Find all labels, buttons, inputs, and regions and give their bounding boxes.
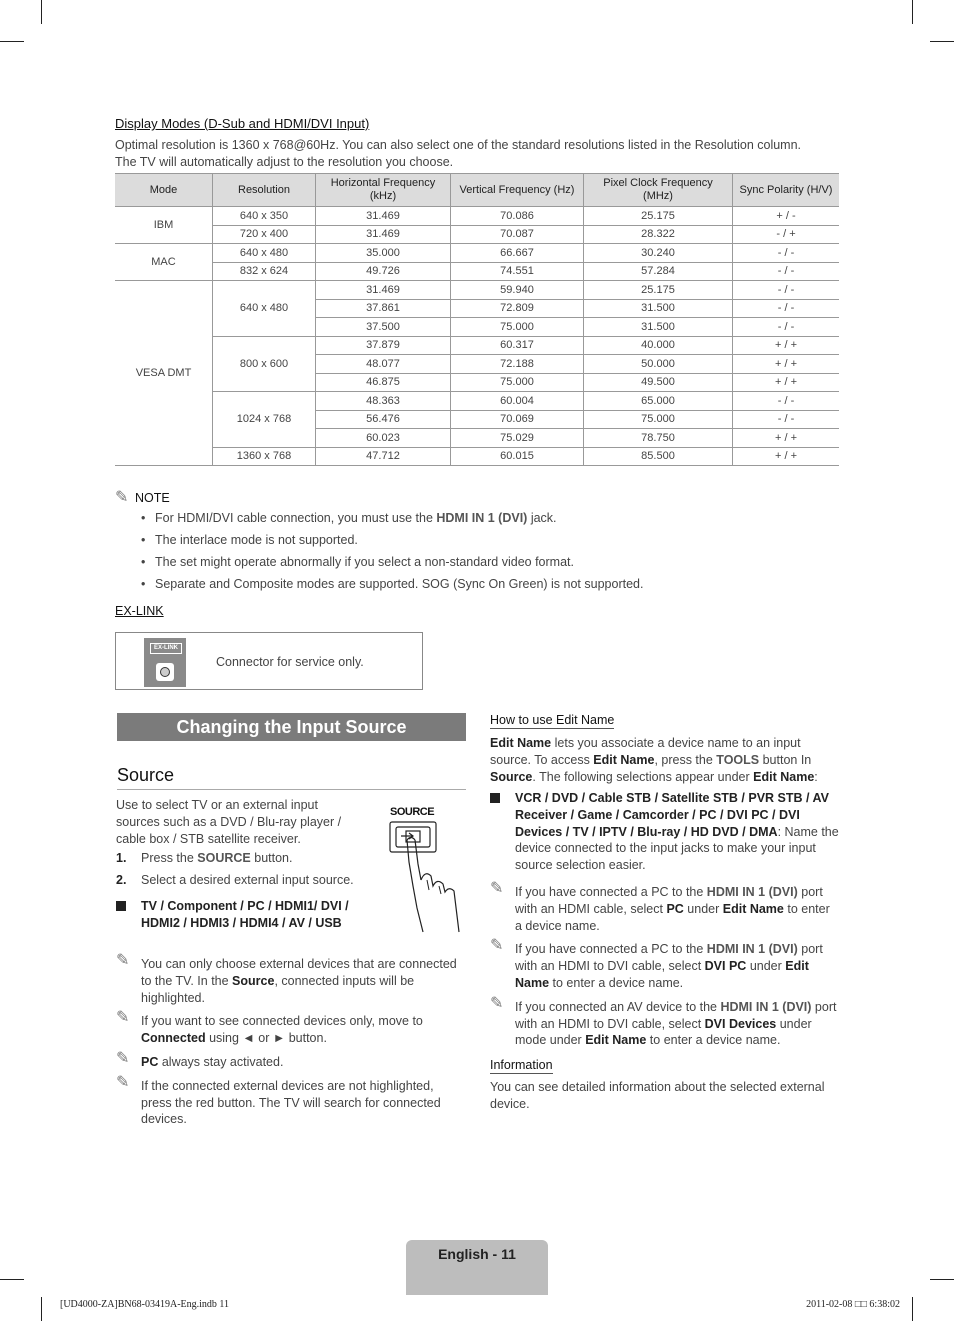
table-cell: 49.726 (316, 262, 451, 281)
pencil-icon: ✎ (490, 994, 504, 1012)
crop-mark (912, 0, 913, 24)
table-cell: - / + (733, 225, 840, 244)
table-cell: - / - (733, 281, 840, 300)
note-bold: HDMI IN 1 (DVI) (706, 885, 798, 899)
crop-mark (912, 1297, 913, 1321)
table-cell: + / - (733, 207, 840, 226)
note-list (141, 510, 841, 598)
table-cell: 78.750 (584, 429, 733, 448)
table-cell: 49.500 (584, 373, 733, 392)
table-cell: 720 x 400 (213, 225, 316, 244)
note-heading-row (115, 487, 170, 507)
note-text: The set might operate abnormally if you select a non-standard video format. (155, 555, 574, 569)
table-cell: 40.000 (584, 336, 733, 355)
divider (117, 789, 466, 790)
intro-text: , press the (654, 752, 717, 767)
column-header: Vertical Frequency (Hz) (451, 174, 584, 207)
table-cell: 47.712 (316, 447, 451, 466)
table-cell: 60.317 (451, 336, 584, 355)
table-cell: - / - (733, 262, 840, 281)
table-cell: 48.363 (316, 392, 451, 411)
table-cell: 37.879 (316, 336, 451, 355)
table-row (115, 262, 839, 281)
table-cell: + / + (733, 429, 840, 448)
step-bold: SOURCE (197, 851, 251, 865)
table-cell: 70.086 (451, 207, 584, 226)
table-cell: 46.875 (316, 373, 451, 392)
source-notes (116, 952, 462, 1128)
table-row (115, 447, 839, 466)
note-text: If you have connected a PC to the (515, 885, 707, 899)
mode-cell: MAC (115, 244, 213, 281)
note-text: jack. (527, 511, 557, 525)
crop-mark (0, 41, 24, 42)
resolution-cell: 1024 x 768 (213, 392, 316, 448)
note-text: port with an HDMI cable, select (515, 885, 823, 916)
column-header: Pixel Clock Frequency (MHz) (584, 174, 733, 207)
table-cell: + / + (733, 373, 840, 392)
note-item (116, 1073, 462, 1128)
table-cell: 48.077 (316, 355, 451, 374)
device-list-tail: : Name the device connected to the input jacks to make your input source selection easier. (515, 824, 839, 873)
list-item (141, 510, 841, 526)
table-row (115, 281, 839, 300)
exlink-title: EX-LINK (115, 604, 164, 618)
note-text: using ◄ or ► button. (205, 1031, 327, 1046)
table-cell: 60.004 (451, 392, 584, 411)
source-heading: Source (117, 765, 175, 785)
mode-cell: VESA DMT (115, 281, 213, 466)
table-cell: 74.551 (451, 262, 584, 281)
pencil-icon: ✎ (115, 489, 129, 506)
table-cell: 65.000 (584, 392, 733, 411)
intro-text: . The following selections appear under (532, 769, 754, 784)
note-heading: NOTE (135, 491, 170, 505)
table-cell: - / - (733, 392, 840, 411)
exlink-description: Connector for service only. (216, 655, 364, 669)
pencil-icon: ✎ (116, 1009, 130, 1027)
intro-bold: Edit Name (593, 752, 655, 767)
display-modes-title: Display Modes (D-Sub and HDMI/DVI Input) (115, 116, 370, 131)
list-item (141, 532, 841, 548)
note-text: always stay activated. (158, 1054, 284, 1069)
step-number: 1. (116, 851, 127, 865)
table-cell: + / + (733, 447, 840, 466)
note-bold: DVI Devices (704, 1016, 777, 1031)
note-text: port with an HDMI to DVI cable, select (515, 999, 837, 1031)
exlink-box (115, 632, 423, 690)
table-cell: 37.861 (316, 299, 451, 318)
resolution-cell: 800 x 600 (213, 336, 316, 392)
table-cell: + / + (733, 355, 840, 374)
pencil-icon: ✎ (490, 937, 504, 955)
column-header: Mode (115, 174, 213, 207)
table-cell: 75.000 (451, 373, 584, 392)
note-bold: Connected (141, 1031, 206, 1046)
note-text: For HDMI/DVI cable connection, you must use the (155, 511, 437, 525)
device-list: VCR / DVD / Cable STB / Satellite STB / PVR STB / AV Receiver / Game / Camcorder / PC / DVI PC / DVI Devices / TV / IPTV / Blu-ray / HD DVD / DMA (515, 791, 829, 839)
table-cell: 31.469 (316, 225, 451, 244)
step-number: 2. (116, 872, 127, 887)
intro-text: : (814, 769, 818, 784)
list-item (141, 554, 841, 570)
table-row (115, 225, 839, 244)
table-cell: 35.000 (316, 244, 451, 263)
table-row (115, 392, 839, 411)
table-row (115, 207, 839, 226)
intro-bold: Edit Name (753, 769, 815, 784)
table-cell: 28.322 (584, 225, 733, 244)
table-header-row (115, 174, 839, 207)
note-bold: PC (141, 1054, 159, 1069)
table-row (115, 244, 839, 263)
note-text: to enter a device name. (549, 975, 684, 990)
source-intro: Use to select TV or an external input sources such as a DVD / Blu-ray player / cable box / STB satellite receiver. (116, 798, 342, 846)
crop-mark (930, 1279, 954, 1280)
note-bold: PC (666, 901, 684, 916)
crop-mark (930, 41, 954, 42)
note-bold: Edit Name (585, 1033, 647, 1048)
step-text: Press the (141, 851, 198, 865)
remote-hand-illustration (387, 806, 467, 934)
exlink-connector-icon (144, 638, 186, 687)
table-cell: 72.809 (451, 299, 584, 318)
note-text: If you connected an AV device to the (515, 999, 721, 1014)
device-list-text (515, 790, 840, 874)
pencil-icon: ✎ (116, 1073, 130, 1091)
table-cell: 66.667 (451, 244, 584, 263)
table-cell: 75.000 (451, 318, 584, 337)
table-cell: 30.240 (584, 244, 733, 263)
table-cell: 72.188 (451, 355, 584, 374)
intro-bold: TOOLS (716, 752, 760, 767)
table-cell: 56.476 (316, 410, 451, 429)
note-bold: HDMI IN 1 (DVI) (436, 511, 528, 525)
note-text: You can only choose external devices that are connected to the TV. In the (141, 957, 457, 988)
table-cell: 25.175 (584, 207, 733, 226)
section-banner: Changing the Input Source (117, 713, 466, 741)
steps-list (116, 850, 366, 889)
table-cell: 37.500 (316, 318, 451, 337)
note-text: under mode under (515, 1016, 812, 1048)
note-text: under (746, 959, 786, 974)
table-cell: 85.500 (584, 447, 733, 466)
crop-mark (41, 0, 42, 24)
table-cell: 31.469 (316, 207, 451, 226)
table-cell: - / - (733, 244, 840, 263)
display-modes-intro (115, 137, 845, 170)
note-bold: Source (232, 973, 275, 988)
page-number: English - 11 (438, 1246, 516, 1262)
step-item (116, 850, 366, 867)
note-item (490, 937, 840, 991)
note-text: to enter a device name. (515, 901, 830, 933)
table-cell: 70.087 (451, 225, 584, 244)
intro-text: lets you associate a device name to an input source. To access (490, 736, 801, 767)
note-text: If you have connected a PC to the (515, 942, 707, 957)
table-cell: 59.940 (451, 281, 584, 300)
note-bold: DVI PC (704, 959, 747, 974)
table-cell: + / + (733, 336, 840, 355)
table-cell: 75.000 (584, 410, 733, 429)
crop-mark (0, 1279, 24, 1280)
table-cell: 57.284 (584, 262, 733, 281)
note-bold: HDMI IN 1 (DVI) (706, 942, 798, 957)
table-cell: 25.175 (584, 281, 733, 300)
note-text: If the connected external devices are not highlighted, press the red button. The TV will search for connected devices. (141, 1078, 441, 1127)
step-text: Select a desired external input source. (141, 872, 354, 887)
resolution-cell: 1360 x 768 (213, 447, 316, 466)
note-bold: Edit Name (515, 959, 809, 990)
intro-line: Optimal resolution is 1360 x 768@60Hz. You can also select one of the standard resolutions listed in the Resolution column. (115, 138, 802, 152)
note-text: , connected inputs will be highlighted. (141, 973, 415, 1005)
table-cell: 50.000 (584, 355, 733, 374)
column-header: Resolution (213, 174, 316, 207)
note-text: under (683, 901, 723, 916)
note-item (116, 1049, 462, 1071)
note-text: If you want to see connected devices only, move to (141, 1014, 423, 1029)
table-cell: 60.023 (316, 429, 451, 448)
information-title: Information (490, 1058, 553, 1072)
intro-text: button In (759, 752, 812, 767)
note-bold: HDMI IN 1 (DVI) (720, 999, 812, 1014)
print-info-left: [UD4000-ZA]BN68-03419A-Eng.indb 11 (60, 1299, 230, 1310)
exlink-icon-label: EX-LINK (150, 643, 182, 654)
square-bullet-icon (490, 793, 500, 803)
intro-bold: Source (490, 769, 533, 784)
note-text: Separate and Composite modes are supported. SOG (Sync On Green) is not supported. (155, 577, 644, 591)
note-item (490, 880, 840, 934)
jack-icon (156, 663, 174, 681)
table-cell: 832 x 624 (213, 262, 316, 281)
pencil-icon: ✎ (490, 880, 504, 897)
note-item (116, 1009, 462, 1047)
edit-name-notes (490, 880, 840, 1049)
hand-pressing-button-icon (387, 820, 467, 934)
edit-name-title: How to use Edit Name (490, 713, 615, 727)
table-cell: 60.015 (451, 447, 584, 466)
step-text: button. (250, 851, 293, 865)
square-bullet-icon (116, 901, 126, 911)
intro-bold: Edit Name (490, 736, 552, 750)
table-row (115, 336, 839, 355)
edit-name-intro (490, 735, 840, 785)
print-info-right: 2011-02-08 □□ 6:38:02 (806, 1299, 900, 1310)
note-text: The interlace mode is not supported. (155, 533, 358, 547)
pencil-icon: ✎ (116, 952, 130, 969)
table-cell: 640 x 480 (213, 244, 316, 263)
source-button-label: SOURCE (390, 806, 435, 818)
mode-cell: IBM (115, 207, 213, 244)
note-item (116, 952, 462, 1006)
pencil-icon: ✎ (116, 1049, 130, 1067)
table-cell: - / - (733, 318, 840, 337)
note-text: port with an HDMI to DVI cable, select (515, 942, 823, 974)
list-item (141, 576, 841, 592)
crop-mark (41, 1297, 42, 1321)
column-header: Horizontal Frequency (kHz) (316, 174, 451, 207)
display-modes-table (115, 173, 839, 466)
step-item (116, 872, 366, 889)
table-cell: 75.029 (451, 429, 584, 448)
column-header: Sync Polarity (H/V) (733, 174, 840, 207)
information-text: You can see detailed information about the selected external device. (490, 1080, 825, 1111)
table-cell: - / - (733, 299, 840, 318)
source-list: TV / Component / PC / HDMI1/ DVI / HDMI2 / HDMI3 / HDMI4 / AV / USB (141, 899, 349, 930)
table-cell: 31.500 (584, 299, 733, 318)
table-cell: 70.069 (451, 410, 584, 429)
resolution-cell: 640 x 480 (213, 281, 316, 337)
note-bold: Edit Name (722, 901, 784, 916)
source-list-item (116, 898, 361, 932)
table-cell: 31.469 (316, 281, 451, 300)
table-cell: - / - (733, 410, 840, 429)
table-cell: 640 x 350 (213, 207, 316, 226)
note-text: to enter a device name. (646, 1033, 781, 1048)
intro-line: The TV will automatically adjust to the resolution you choose. (115, 154, 454, 169)
note-item (490, 994, 840, 1049)
device-list-item (490, 790, 840, 874)
table-cell: 31.500 (584, 318, 733, 337)
